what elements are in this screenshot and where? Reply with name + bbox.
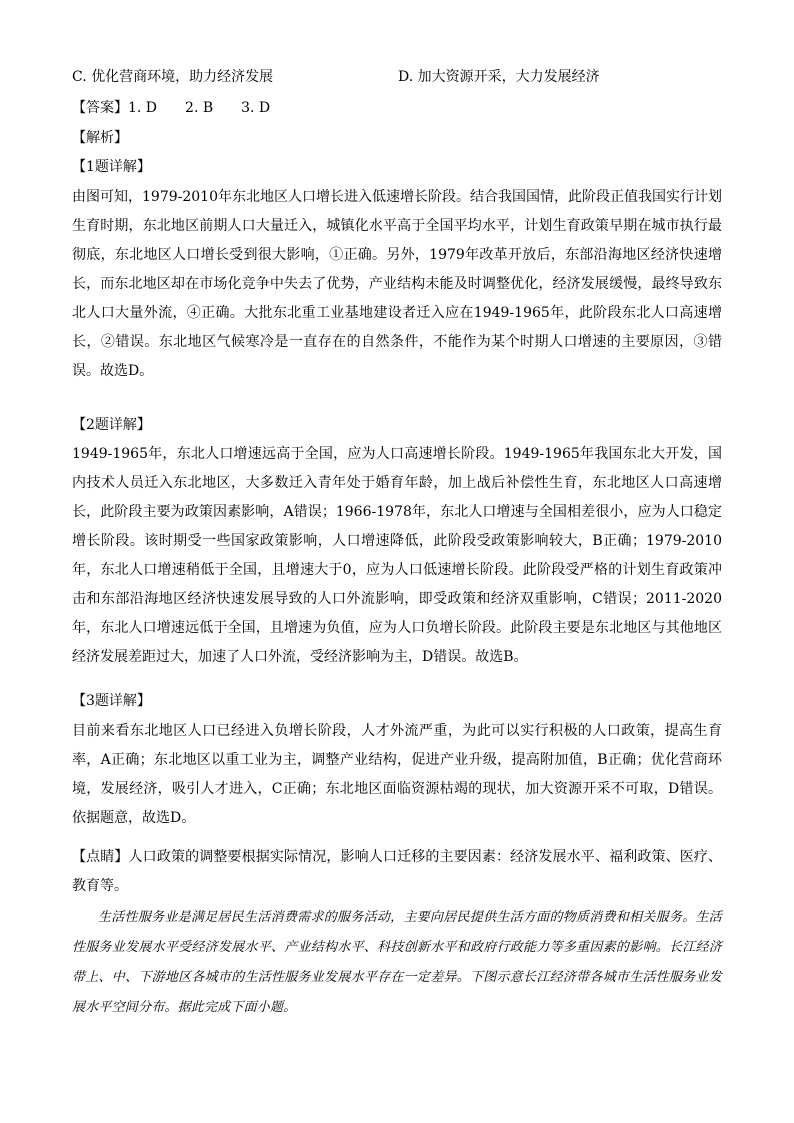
q1-label: 【1题详解】 [72,159,151,175]
analysis-label: 【解析】 [72,130,128,146]
q3-text: 目前来看东北地区人口已经进入负增长阶段，人才外流严重，为此可以实行积极的人口政策，提高生育率，A正确；东北地区以重工业为主，调整产业结构，促进产业升级，提高附加值，B正确；优化营商环境，发展经济，吸引人才进入，C正确；东北地区面临资源枯竭的现状，加大资源开采不可取，D错误。依据题意，故选D。 [72,723,722,826]
comment-text: 人口政策的调整要根据实际情况，影响人口迁移的主要因素：经济发展水平、福利政策、医疗、教育等。 [72,849,723,894]
answer-line [72,98,270,118]
option-c: C. 优化营商环境，助力经济发展 [72,69,274,85]
answer-label: 【答案】 [72,100,128,116]
q3-explanation [72,717,722,833]
q1-text: 由图可知，1979-2010年东北地区人口增长进入低速增长阶段。结合我国国情，此阶段正值我国实行计划生育时期，东北地区前期人口大量迁入，城镇化水平高于全国平均水平，计划生育政策早期在城市执行最彻底，东北地区人口增长受到很大影响，①正确。另外，1979年改革开放后，东部沿海地区经济快速增长，而东北地区却在市场化竞争中失去了优势，产业结构未能及时调整优化，经济发展缓慢，最终导致东北人口大量外流，④正确。大批东北重工业基地建设者迁入应在1949-1965年，此阶段东北人口高速增长，②错误。东北地区气候寒冷是一直存在的自然条件，不能作为某个时期人口增速的主要原因，③错误。故选D。 [72,189,722,379]
q3-label: 【3题详解】 [72,693,151,709]
answer-options-row [72,66,722,90]
answer-values: 1. D 2. B 3. D [128,100,271,116]
q2-label: 【2题详解】 [72,417,151,433]
comment-block [72,843,722,901]
q2-explanation [72,440,722,672]
q1-explanation [72,183,722,386]
q2-text: 1949-1965年，东北人口增速远高于全国，应为人口高速增长阶段。1949-1965年我国东北大开发，国内技术人员迁入东北地区，大多数迁入青年处于婚育年龄，加上战后补偿性生育，东北地区人口高速增长，此阶段主要为政策因素影响，A错误；1966-1978年，东北人口增速与全国相差很小，应为人口稳定增长阶段。该时期受一些国家政策影响，人口增速降低，此阶段受政策影响较大，B正确；1979-2010年，东北人口增速稍低于全国，且增速大于0，应为人口低速增长阶段。此阶段受严格的计划生育政策冲击和东部沿海地区经济快速发展导致的人口外流影响，即受政策和经济双重影响，C错误；2011-2020年，东北人口增速远低于全国，且增速为负值，应为人口负增长阶段。此阶段主要是东北地区与其他地区经济发展差距过大，加速了人口外流，受经济影响为主，D错误。故选B。 [72,446,722,665]
option-d: D. 加大资源开采，大力发展经济 [398,69,600,85]
comment-label: 【点睛】 [72,849,129,865]
material-text: 生活性服务业是满足居民生活消费需求的服务活动，主要向居民提供生活方面的物质消费和相关服务。生活性服务业发展水平受经济发展水平、产业结构水平、科技创新水平和政府行政能力等多重因素的影响。长江经济带上、中、下游地区各城市的生活性服务业发展水平存在一定差异。下图示意长江经济带各城市生活性服务业发展水平空间分布。据此完成下面小题。 [72,910,722,1015]
next-question-material [72,903,722,1023]
